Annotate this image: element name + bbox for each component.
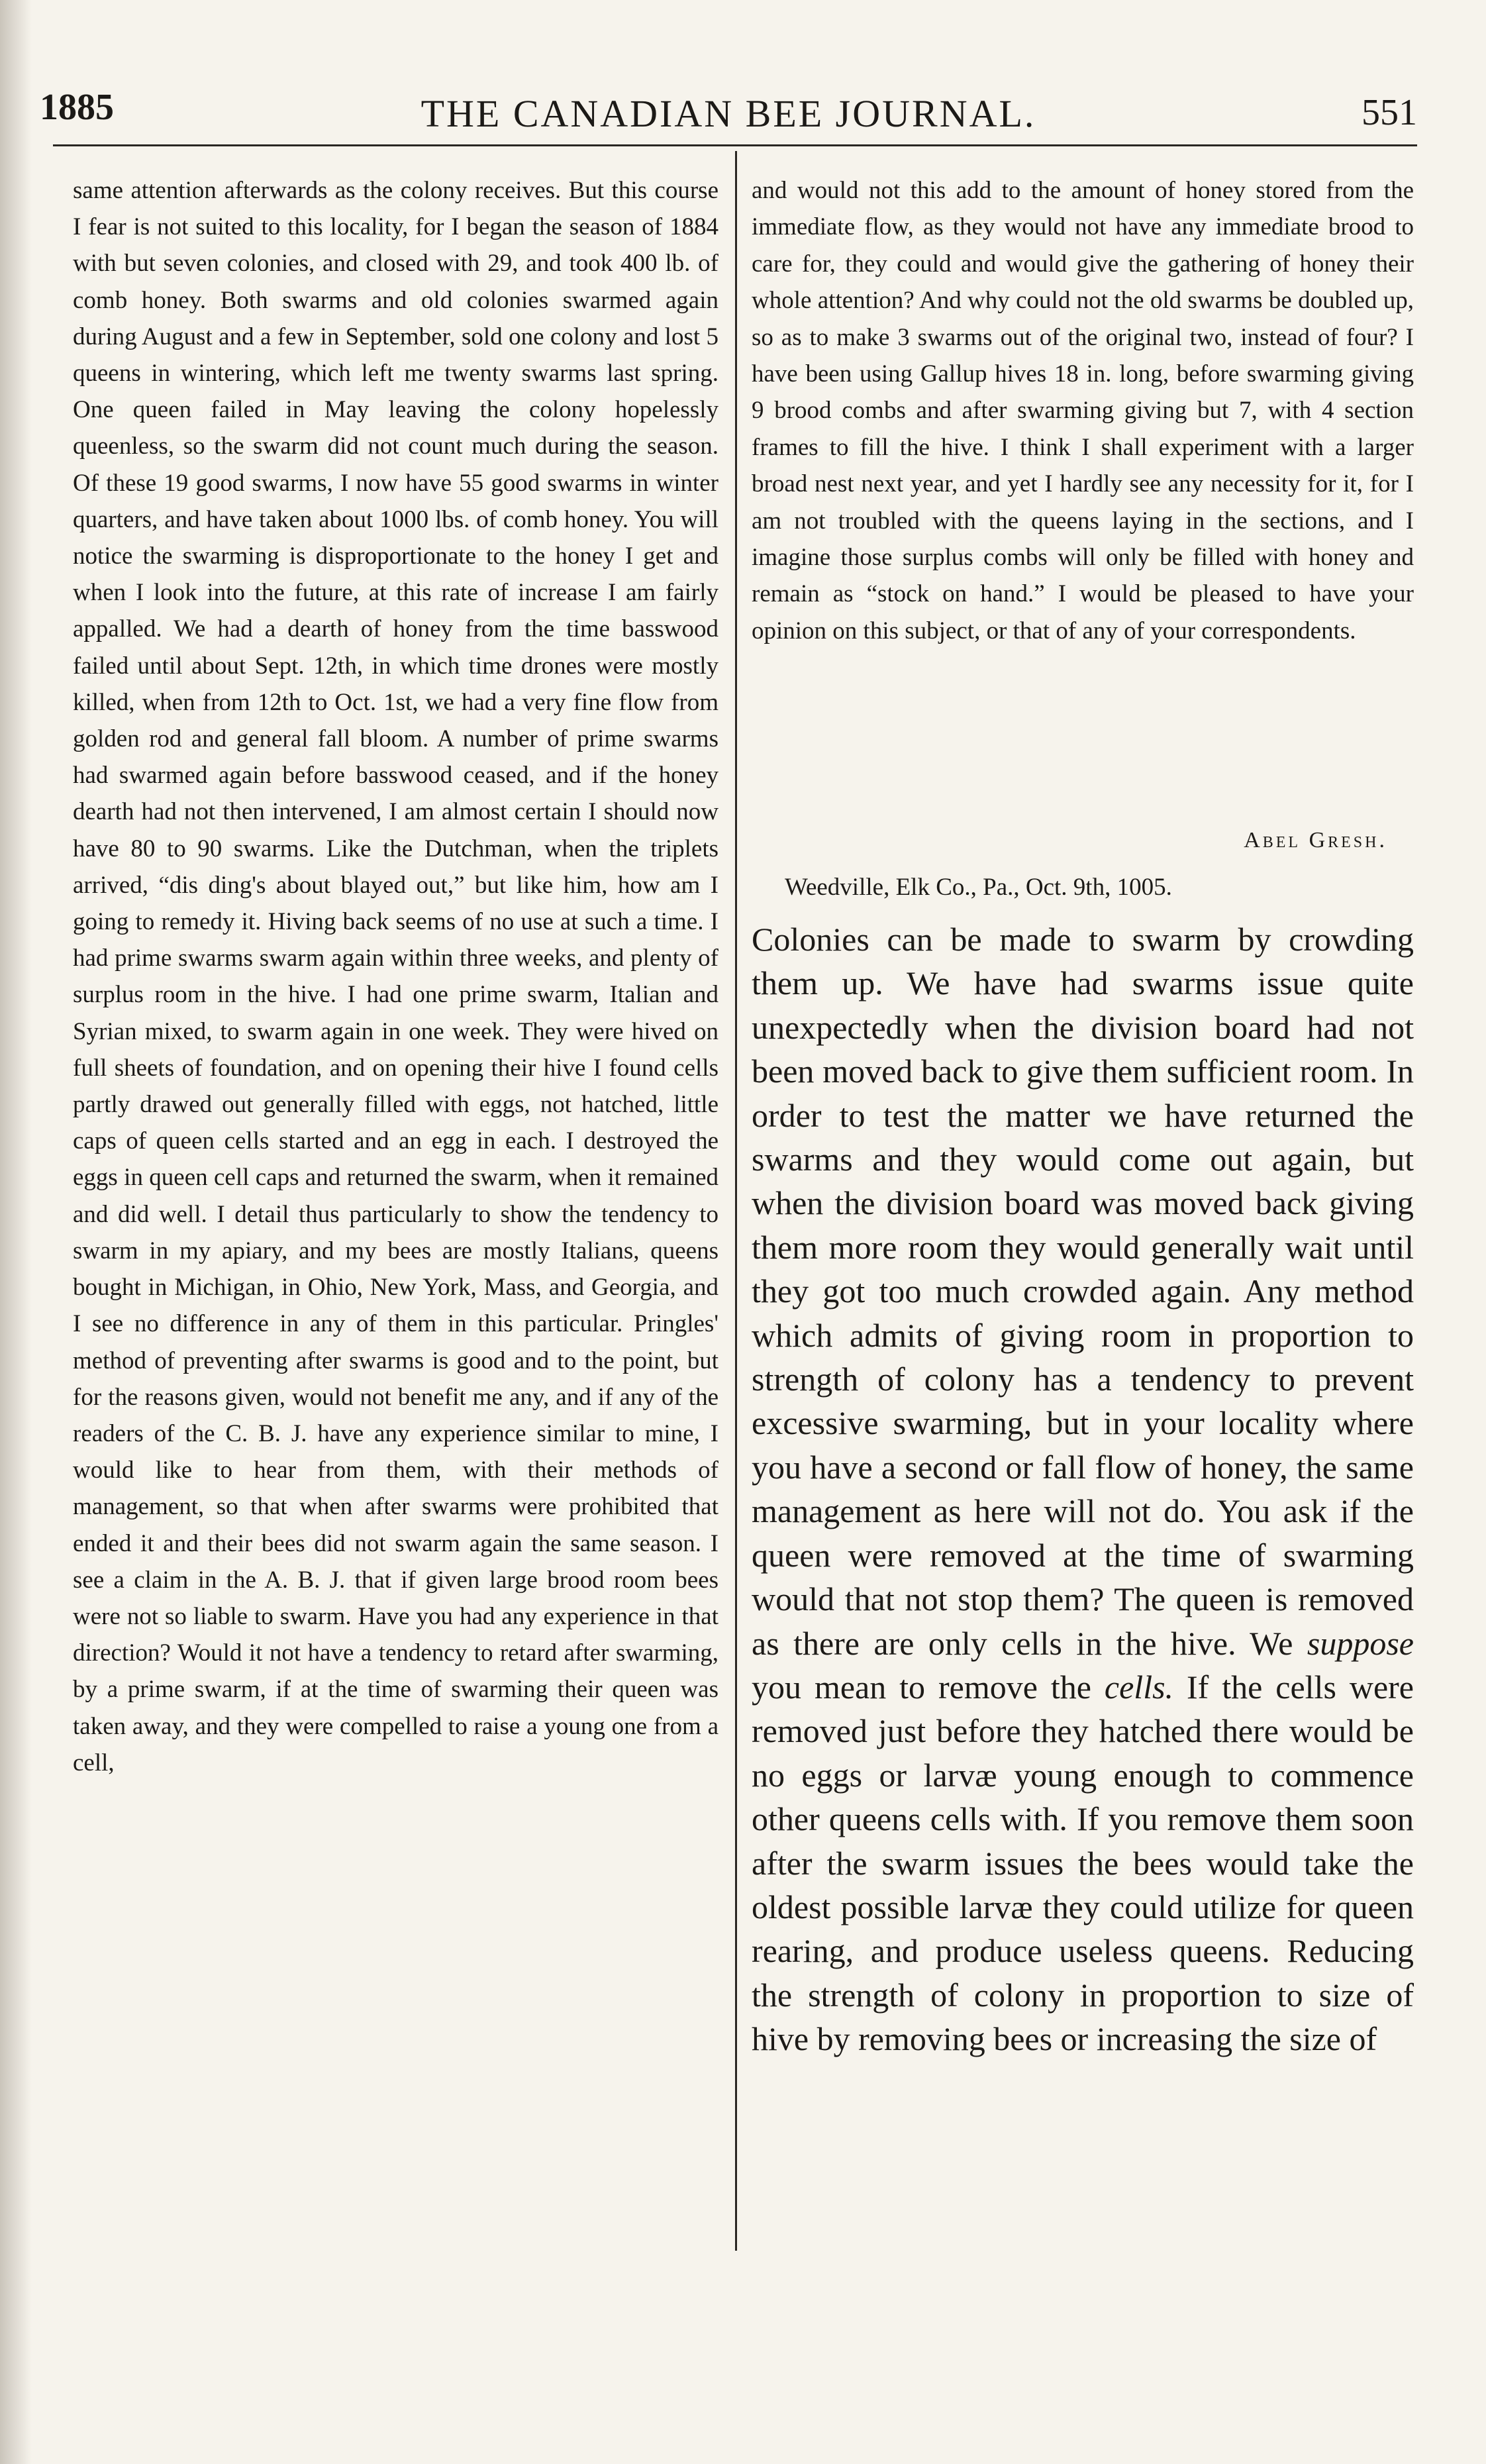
reply-text-part1: Colonies can be made to swarm by crowding them up. We have had swarms issue quite unexpectedly when the division board had not been moved back to give them sufficient room. In order to test the matter we have returned the swarms and they would come out again, but when the division board was moved back giving them more room they would generally wait until they got too much crowded again. Any method which admits of giving room in proportion to strength of colony has a tendency to prevent excessive swarming, but in your locality where you have a second or fall flow of honey, the same management as here will not do. You ask if the queen were removed at the time of swarming would that not stop them? The queen is removed as there are only cells in the hive. We <box>752 921 1414 1662</box>
journal-title: THE CANADIAN BEE JOURNAL. <box>421 92 1036 135</box>
page-number: 551 <box>1362 92 1417 133</box>
scan-edge-shadow <box>0 0 32 2464</box>
letter-continuation-text: and would not this add to the amount of honey stored from the immediate flow, as they would not have any immediate brood to care for, they could and would give the gathering of honey their whole attention? And why could not the old swarms be doubled up, so as to make 3 swarms out of the original two, instead of four? I have been using Gallup hives 18 in. long, before swarming giving 9 brood combs and after swarming giving but 7, with 4 section frames to fill the hive. I think I shall experiment with a larger broad nest next year, and yet I hardly see any necessity for it, for I am not troubled with the queens laying in the sections, and I imagine those surplus combs will only be filled with honey and remain as “stock on hand.” I would be pleased to have your opinion on this subject, or that of any of your correspondents. <box>752 177 1414 644</box>
editor-reply-text <box>752 917 1414 2061</box>
reply-emphasis-suppose: suppose <box>1307 1624 1414 1662</box>
left-column-text: same attention afterwards as the colony receives. But this course I fear is not suited to this locality, for I began the season of 1884 with but seven colonies, and closed with 29, and took 400 lb. of comb honey. Both swarms and old colonies swarmed again during August and a few in September, sold one colony and lost 5 queens in wintering, which left me twenty swarms last spring. One queen failed in May leaving the colony hopelessly queenless, so the swarm did not count much during the season. Of these 19 good swarms, I now have 55 good swarms in winter quarters, and have taken about 1000 lbs. of comb honey. You will notice the swarming is disproportionate to the honey I get and when I look into the future, at this rate of increase I am fairly appalled. We had a dearth of honey from the time basswood failed until about Sept. 12th, in which time drones were mostly killed, when from 12th to Oct. 1st, we had a very fine flow from golden rod and general fall bloom. A number of prime swarms had swarmed again before basswood ceased, and if the honey dearth had not then intervened, I am almost certain I should now have 80 to 90 swarms. Like the Dutchman, when the triplets arrived, “dis ding's about blayed out,” but like him, how am I going to remedy it. Hiving back seems of no use at such a time. I had prime swarms swarm again within three weeks, and plenty of surplus room in the hive. I had one prime swarm, Italian and Syrian mixed, to swarm again in one week. They were hived on full sheets of foundation, and on opening their hive I found cells partly drawed out generally filled with eggs, not hatched, little caps of queen cells started and an egg in each. I destroyed the eggs in queen cell caps and returned the swarm, when it remained and did well. I detail thus particularly to show the tendency to swarm in my apiary, and my bees are mostly Italians, queens bought in Michigan, in Ohio, New York, Mass, and Georgia, and I see no difference in any of them in this particular. Pringles' method of preventing after swarms is good and to the point, but for the reasons given, would not benefit me any, and if any of the readers of the C. B. J. have any experience similar to mine, I would like to hear from them, with their methods of management, so that when after swarms were prohibited that ended it and their bees did not swarm again the same season. I see a claim in the A. B. J. that if given large brood room bees were not so liable to swarm. Have you had any experience in that direction? Would it not have a tendency to retard after swarming, by a prime swarm, if at the time of swarming their queen was taken away, and they were compelled to raise a young one from a cell, <box>73 177 718 1776</box>
letter-dateline: Weedville, Elk Co., Pa., Oct. 9th, 1005. <box>785 874 1172 901</box>
reply-emphasis-cells: cells. <box>1104 1668 1174 1706</box>
header-year: 1885 <box>40 87 114 128</box>
right-column-letter <box>752 172 1414 649</box>
reply-text-part2: you mean to remove the <box>752 1668 1105 1706</box>
left-column <box>73 172 718 1781</box>
letter-signature: Abel Gresh. <box>1244 828 1387 852</box>
column-divider <box>735 151 737 2251</box>
reply-text-part3: If the cells were removed just before they hatched there would be no eggs or larvæ young enough to commence other queens cells with. If you remove them soon after the swarm issues the bees would take the oldest possible larvæ they could utilize for queen rearing, and produce useless queens. Reducing the strength of colony in proportion to size of hive by removing bees or increasing the size of <box>752 1668 1414 2058</box>
editor-reply <box>752 917 1414 2061</box>
header-rule <box>53 144 1417 146</box>
page-header <box>40 79 1417 146</box>
